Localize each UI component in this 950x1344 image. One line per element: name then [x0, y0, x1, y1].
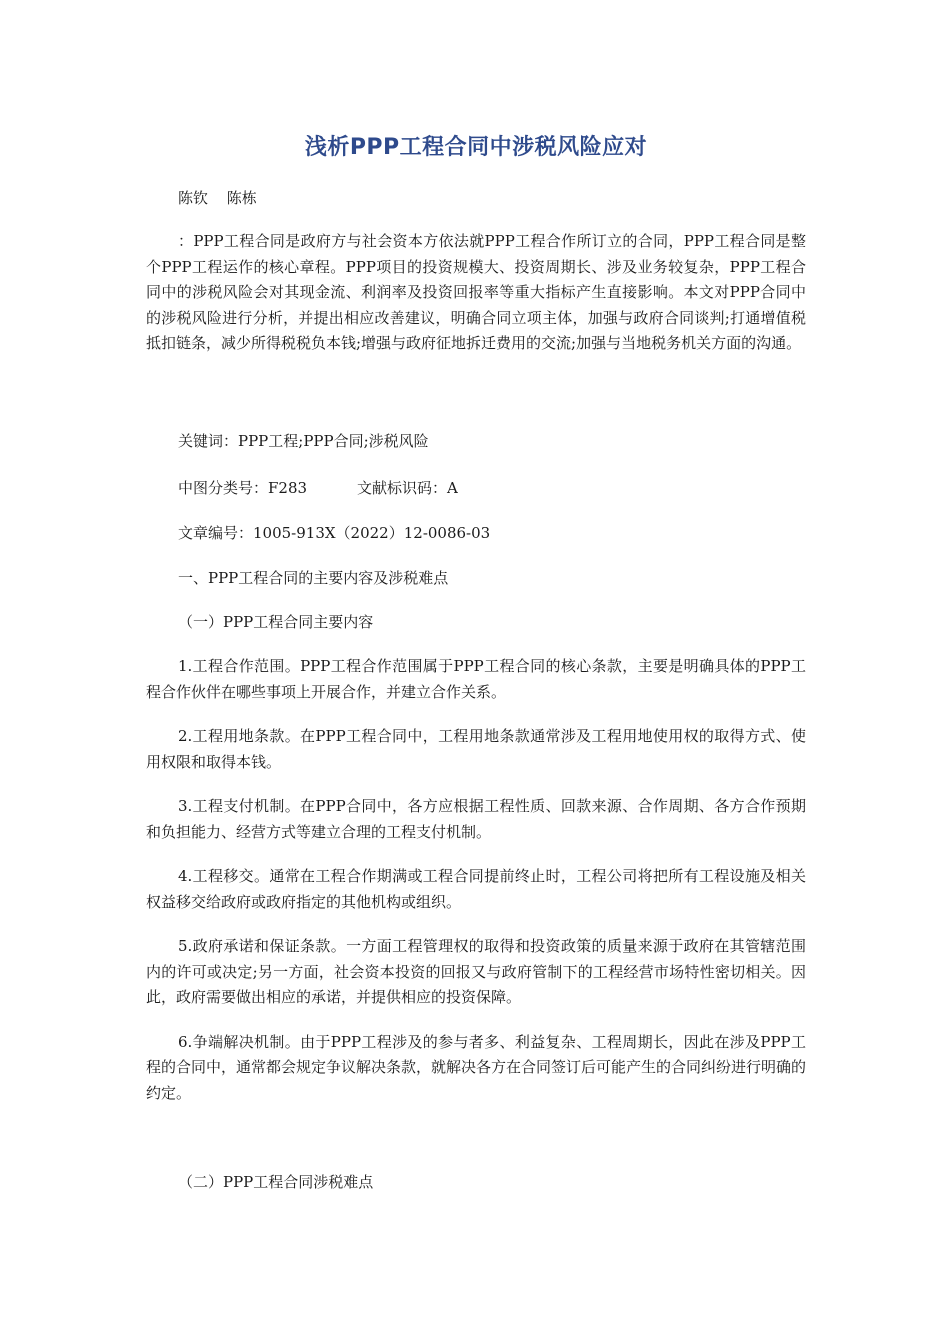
- list-item: 3.工程支付机制。在PPP合同中，各方应根据工程性质、回款来源、合作周期、各方合作预期和负担能力、经营方式等建立合理的工程支付机制。: [146, 797, 806, 841]
- keywords-line: 关键词：PPP工程;PPP合同;涉税风险: [178, 432, 429, 450]
- author-line: [178, 187, 257, 208]
- list-item: 5.政府承诺和保证条款。一方面工程管理权的取得和投资政策的质量来源于政府在其管辖范围内的许可或决定;另一方面，社会资本投资的回报又与政府管制下的工程经营市场特性密切相关。因此，政府需要做出相应的承诺，并提供相应的投资保障。: [146, 937, 806, 1006]
- classification-number: 中图分类号：F283: [178, 479, 308, 497]
- classification-line: [178, 477, 458, 498]
- author-name: 陈栋: [226, 189, 257, 207]
- content-items: [146, 654, 806, 1125]
- list-item: 2.工程用地条款。在PPP工程合同中，工程用地条款通常涉及工程用地使用权的取得方式、使用权限和取得本钱。: [146, 727, 806, 771]
- document-code: 文献标识码：A: [357, 479, 458, 497]
- abstract-paragraph: ：PPP工程合同是政府方与社会资本方依法就PPP工程合作所订立的合同，PPP工程合同是整个PPP工程运作的核心章程。PPP项目的投资规模大、投资周期长、涉及业务较复杂，PPP工程合同中的涉税风险会对其现金流、利润率及投资回报率等重大指标产生直接影响。本文对PPP合同中的涉税风险进行分析，并提出相应改善建议，明确合同立项主体，加强与政府合同谈判;打通增值税抵扣链条，减少所得税税负本钱;增强与政府征地拆迁费用的交流;加强与当地税务机关方面的沟通。: [146, 232, 806, 352]
- article-title: 浅析PPP工程合同中涉税风险应对: [304, 135, 648, 160]
- list-item: 1.工程合作范围。PPP工程合作范围属于PPP工程合同的核心条款，主要是明确具体的PPP工程合作伙伴在哪些事项上开展合作，并建立合作关系。: [146, 657, 806, 701]
- section-heading: 一、PPP工程合同的主要内容及涉税难点: [178, 569, 449, 587]
- subsection-heading: （一）PPP工程合同主要内容: [178, 613, 374, 631]
- abstract-block: [146, 229, 806, 376]
- author-name: 陈钦: [178, 189, 209, 207]
- list-item: 4.工程移交。通常在工程合作期满或工程合同提前终止时，工程公司将把所有工程设施及相关权益移交给政府或政府指定的其他机构或组织。: [146, 867, 806, 911]
- subsection-heading: （二）PPP工程合同涉税难点: [178, 1173, 374, 1191]
- list-item: 6.争端解决机制。由于PPP工程涉及的参与者多、利益复杂、工程周期长，因此在涉及PPP工程的合同中，通常都会规定争议解决条款，就解决各方在合同签订后可能产生的合同纠纷进行明确的约定。: [146, 1032, 807, 1102]
- article-number-line: 文章编号：1005-913X（2022）12-0086-03: [178, 524, 491, 542]
